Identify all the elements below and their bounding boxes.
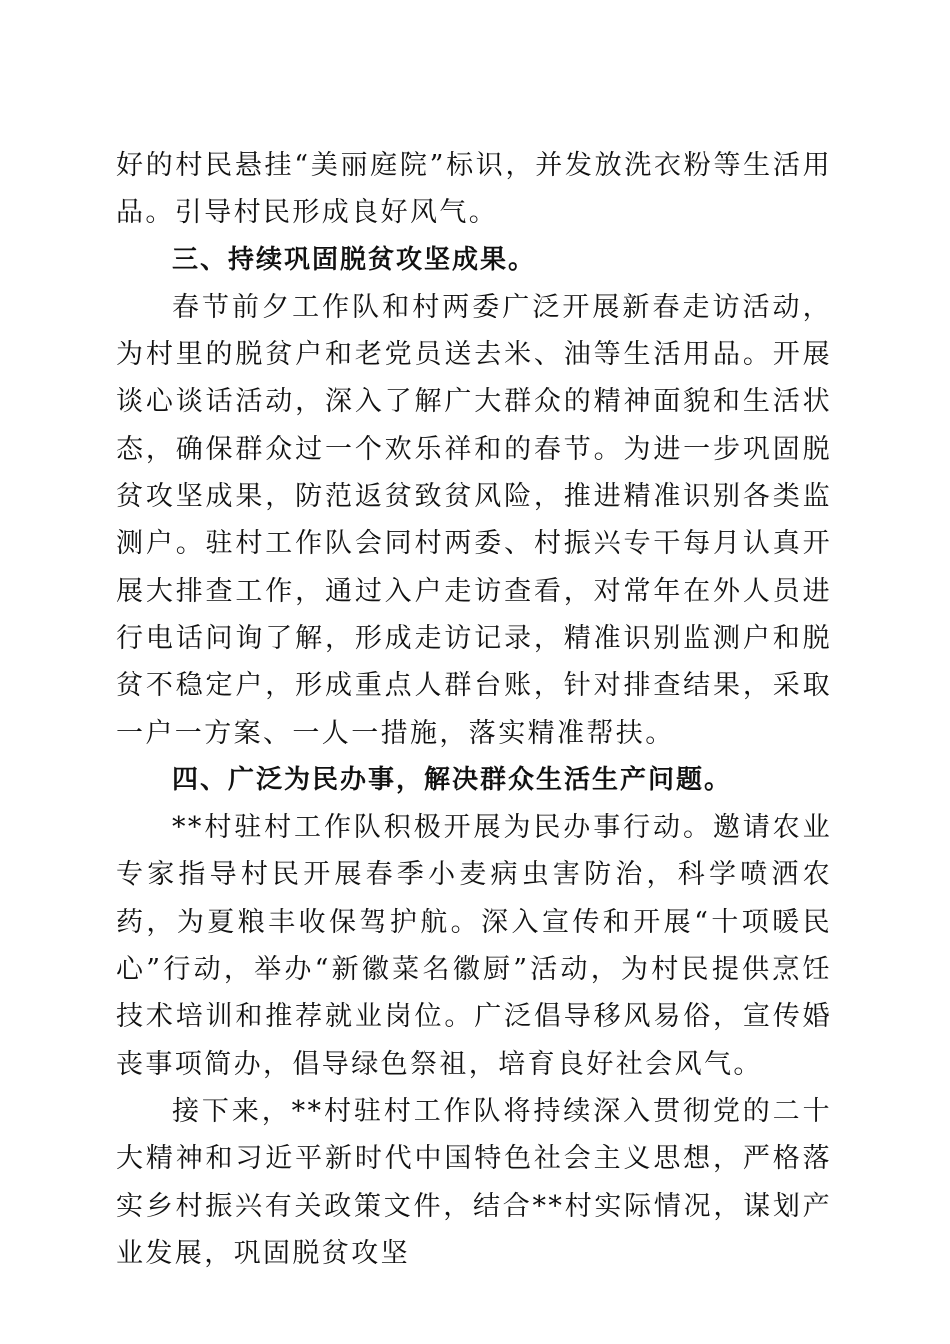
paragraph-poverty-consolidation: 春节前夕工作队和村两委广泛开展新春走访活动，为村里的脱贫户和老党员送去米、油等生活用品。开展谈心谈话活动，深入了解广大群众的精神面貌和生活状态，确保群众过一个欢乐祥和的春节。为进一步巩固脱贫攻坚成果，防范返贫致贫风险，推进精准识别各类监测户。驻村工作队会同村两委、村振兴专干每月认真开展大排查工作，通过入户走访查看，对常年在外人员进行电话问询了解，形成走访记录，精准识别监测户和脱贫不稳定户，形成重点人群台账，针对排查结果，采取一户一方案、一人一措施，落实精准帮扶。	[116, 291, 832, 749]
section-heading-4: 四、广泛为民办事，解决群众生活生产问题。	[172, 764, 733, 795]
paragraph-continued: 好的村民悬挂“美丽庭院”标识，并发放洗衣粉等生活用品。引导村民形成良好风气。	[116, 150, 832, 229]
paragraph-next-steps: 接下来，**村驻村工作队将持续深入贯彻党的二十大精神和习近平新时代中国特色社会主义思想，严格落实乡村振兴有关政策文件，结合**村实际情况，谋划产业发展，巩固脱贫攻坚	[116, 1095, 832, 1269]
document-body	[116, 142, 832, 1277]
paragraph-public-service: **村驻村工作队积极开展为民办事行动。邀请农业专家指导村民开展春季小麦病虫害防治，科学喷洒农药，为夏粮丰收保驾护航。深入宣传和开展“十项暖民心”行动，举办“新徽菜名徽厨”活动，为村民提供烹饪技术培训和推荐就业岗位。广泛倡导移风易俗，宣传婚丧事项简办，倡导绿色祭祖，培育良好社会风气。	[116, 812, 832, 1080]
section-heading-3: 三、持续巩固脱贫攻坚成果。	[172, 244, 537, 275]
